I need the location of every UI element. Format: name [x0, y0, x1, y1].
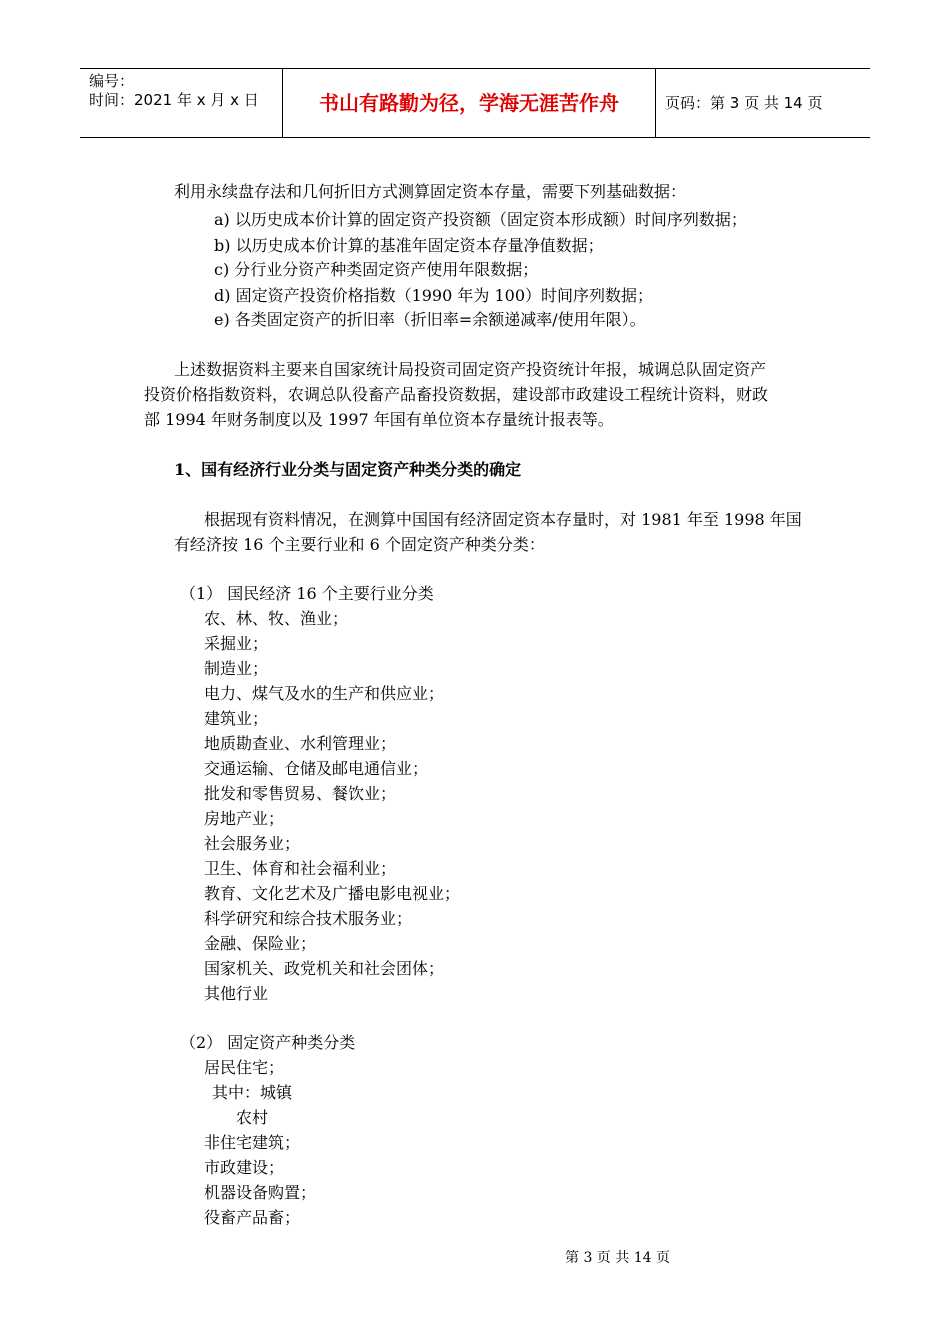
- intro-item-d: d) 固定资产投资价格指数（1990 年为 100）时间序列数据；: [214, 286, 654, 305]
- list-item: 卫生、体育和社会福利业；: [204, 859, 397, 878]
- list-item: 市政建设；: [204, 1158, 285, 1177]
- list-item: 地质勘查业、水利管理业；: [204, 734, 397, 753]
- industries-heading: （1） 国民经济 16 个主要行业分类: [180, 584, 434, 603]
- assets-heading: （2） 固定资产种类分类: [180, 1033, 356, 1052]
- list-item: 农、林、牧、渔业；: [204, 609, 349, 628]
- list-item: 其他行业: [204, 984, 269, 1003]
- list-item: 机器设备购置；: [204, 1183, 317, 1202]
- list-item: 居民住宅；: [204, 1058, 285, 1077]
- list-item: 建筑业；: [204, 709, 269, 728]
- list-item: 役畜产品畜；: [204, 1208, 301, 1227]
- list-item: 采掘业；: [204, 634, 269, 653]
- list-item: 农村: [236, 1108, 269, 1127]
- section1-para-line-1: 根据现有资料情况，在测算中国国有经济固定资本存量时，对 1981 年至 1998 年国: [204, 510, 802, 529]
- section1-para-line-2: 有经济按 16 个主要行业和 6 个固定资产种类分类：: [174, 535, 545, 554]
- list-item: 房地产业；: [204, 809, 285, 828]
- header-meta: [80, 69, 283, 137]
- header-motto: 书山有路勤为径，学海无涯苦作舟: [283, 69, 656, 137]
- list-item: 交通运输、仓储及邮电通信业；: [204, 759, 429, 778]
- list-item: 金融、保险业；: [204, 934, 317, 953]
- sources-line-1: 上述数据资料主要来自国家统计局投资司固定资产投资统计年报，城调总队固定资产: [174, 360, 767, 379]
- list-item: 制造业；: [204, 659, 269, 678]
- list-item: 其中：城镇: [212, 1083, 293, 1102]
- list-item: 批发和零售贸易、餐饮业；: [204, 784, 397, 803]
- intro-item-a: a) 以历史成本价计算的固定资产投资额（固定资本形成额）时间序列数据；: [214, 210, 747, 229]
- list-item: 电力、煤气及水的生产和供应业；: [204, 684, 445, 703]
- list-item: 教育、文化艺术及广播电影电视业；: [204, 884, 461, 903]
- number-label: 编号：: [89, 72, 135, 90]
- intro-item-b: b) 以历史成本价计算的基准年固定资本存量净值数据；: [214, 236, 604, 255]
- list-item: 国家机关、政党机关和社会团体；: [204, 959, 445, 978]
- sources-line-3: 部 1994 年财务制度以及 1997 年国有单位资本存量统计报表等。: [144, 410, 614, 429]
- time-label: 时间：2021 年 x 月 x 日: [89, 91, 259, 109]
- intro-lead: 利用永续盘存法和几何折旧方式测算固定资本存量，需要下列基础数据：: [174, 182, 687, 201]
- section1-heading: 1、国有经济行业分类与固定资产种类分类的确定: [174, 460, 522, 479]
- page-footer: 第 3 页 共 14 页: [565, 1250, 670, 1266]
- intro-item-c: c) 分行业分资产种类固定资产使用年限数据；: [214, 260, 539, 279]
- list-item: 非住宅建筑；: [204, 1133, 301, 1152]
- list-item: 社会服务业；: [204, 834, 301, 853]
- list-item: 科学研究和综合技术服务业；: [204, 909, 413, 928]
- intro-item-e: e) 各类固定资产的折旧率（折旧率=余额递减率/使用年限）。: [214, 310, 646, 329]
- page-header: [80, 68, 870, 138]
- header-page-info: 页码：第 3 页 共 14 页: [665, 94, 823, 112]
- sources-line-2: 投资价格指数资料，农调总队役畜产品畜投资数据，建设部市政建设工程统计资料，财政: [144, 385, 769, 404]
